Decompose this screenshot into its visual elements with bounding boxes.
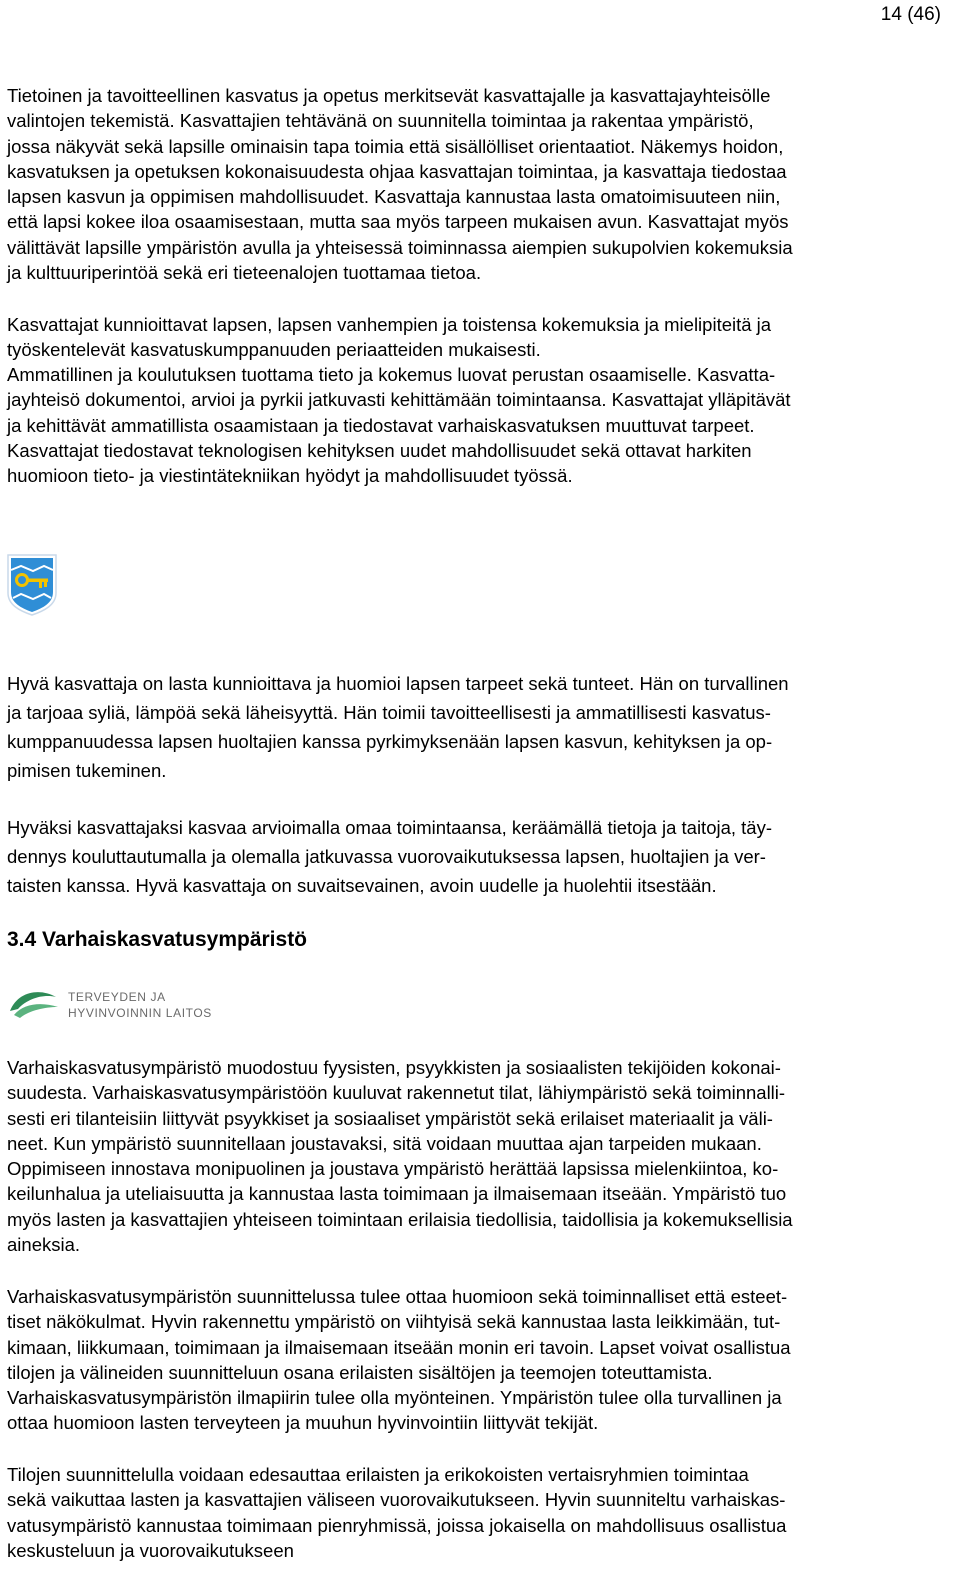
text-line: ja kulttuuriperintöä sekä eri tieteenalojen tuottamaa tietoa. bbox=[7, 262, 482, 284]
text-line: että lapsi kokee iloa osaamisestaan, mutta saa myös tarpeen mukaisen avun. Kasvattajat myös bbox=[7, 211, 789, 233]
text-line: lapsen kasvun ja oppimisen mahdollisuudet. Kasvattaja kannustaa lasta omatoimisuuteen niin, bbox=[7, 186, 781, 208]
text-line: vatusympäristö kannustaa toimimaan pienryhmissä, joissa jokaisella on mahdollisuus osallistua bbox=[7, 1514, 787, 1536]
text-line: kimaan, liikkumaan, toimimaan ja ilmaisemaan itseään monin eri tavoin. Lapset voivat osallistua bbox=[7, 1336, 791, 1358]
text-line: tiset näkökulmat. Hyvin rakennettu ympäristö on viihtyisä sekä kannustaa lasta leikkimään, tut- bbox=[7, 1311, 781, 1333]
text-line: ja kehittävät ammatillista osaamistaan ja tiedostavat varhaiskasvatuksen muuttuvat tarpeet. bbox=[7, 414, 755, 436]
text-line: taisten kanssa. Hyvä kasvattaja on suvaitsevainen, avoin uudelle ja huolehtii itsestään. bbox=[7, 875, 717, 896]
paragraph-8 bbox=[7, 1462, 952, 1563]
text-line: jayhteisö dokumentoi, arvioi ja pyrkii jatkuvasti kehittämään toimintaansa. Kasvattajat ylläpitävät bbox=[7, 389, 791, 411]
text-line: dennys kouluttautumalla ja olemalla jatkuvassa vuorovaikutuksessa lapsen, huoltajien ja ver- bbox=[7, 846, 766, 867]
text-line: Kasvattajat kunnioittavat lapsen, lapsen vanhempien ja toistensa kokemuksia ja mielipiteitä ja bbox=[7, 314, 772, 335]
text-line: sekä vaikuttaa lasten ja kasvattajien väliseen vuorovaikutukseen. Hyvin suunniteltu varhaiskas- bbox=[7, 1489, 786, 1511]
text-line: ja tarjoaa syliä, lämpöä sekä läheisyyttä. Hän toimii tavoitteellisesti ja ammatillisesti kasvatus- bbox=[7, 702, 771, 723]
text-line: Varhaiskasvatusympäristön suunnittelussa tulee ottaa huomioon sekä toiminnalliset että esteet- bbox=[7, 1286, 788, 1307]
text-line: Hyväksi kasvattajaksi kasvaa arvioimalla omaa toimintaansa, keräämällä tietoja ja taitoja, täy- bbox=[7, 817, 773, 838]
text-line: jossa näkyvät sekä lapsille ominaisin tapa toimia että sisällölliset orientaatiot. Näkemys hoidon, bbox=[7, 135, 784, 157]
text-line: Varhaiskasvatusympäristö muodostuu fyysisten, psyykkisten ja sosiaalisten tekijöiden kokonai- bbox=[7, 1057, 781, 1078]
text-line: pimisen tukeminen. bbox=[7, 760, 167, 781]
text-line: työskentelevät kasvatuskumppanuuden periaatteiden mukaisesti. bbox=[7, 339, 541, 361]
text-line: kumppanuudessa lapsen huoltajien kanssa pyrkimyksenään lapsen kasvun, kehityksen ja op- bbox=[7, 731, 773, 752]
text-line: sesti eri tilanteisiin liittyvät psyykkiset ja sosiaaliset ympäristöt sekä erilaiset materiaalit ja väli- bbox=[7, 1107, 773, 1129]
text-line: valintojen tekemistä. Kasvattajien tehtävänä on suunnitella toimintaa ja rakentaa ympäristö, bbox=[7, 110, 754, 132]
text-line: ottaa huomioon lasten terveyteen ja muuhun hyvinvointiin liittyvät tekijät. bbox=[7, 1412, 599, 1434]
text-line: huomioon tieto- ja viestintätekniikan hyödyt ja mahdollisuudet työssä. bbox=[7, 465, 573, 487]
paragraph-6 bbox=[7, 1055, 952, 1257]
text-line: Ammatillinen ja koulutuksen tuottama tieto ja kokemus luovat perustan osaamiselle. Kasvatta- bbox=[7, 364, 776, 385]
text-line: Tilojen suunnittelulla voidaan edesauttaa erilaisten ja erikokoisten vertaisryhmien toimintaa bbox=[7, 1464, 749, 1485]
text-line: kasvatuksen ja opetuksen kokonaisuudesta ohjaa kasvattajan toimintaa, ja kasvattaja tiedostaa bbox=[7, 160, 787, 182]
text-line: neet. Kun ympäristö suunnitellaan joustavaksi, sitä voidaan muuttaa ajan tarpeiden mukaan. bbox=[7, 1132, 762, 1154]
text-line: tilojen ja välineiden suunnitteluun osana erilaisten sisältöjen ja teemojen toteuttamista. bbox=[7, 1361, 713, 1383]
section-heading: 3.4 Varhaiskasvatusympäristö bbox=[7, 928, 308, 951]
text-line: Oppimiseen innostava monipuolinen ja joustava ympäristö herättää lapsissa mielenkiintoa, ko- bbox=[7, 1158, 779, 1180]
paragraph-4 bbox=[7, 669, 952, 785]
page-number: 14 (46) bbox=[880, 4, 941, 25]
text-line: Kasvattajat tiedostavat teknologisen kehityksen uudet mahdollisuudet sekä ottavat harkiten bbox=[7, 439, 752, 461]
thl-logo-line-2: HYVINVOINNIN LAITOS bbox=[68, 1006, 212, 1020]
text-line: suudesta. Varhaiskasvatusympäristöön kuuluvat rakennetut tilat, lähiympäristö sekä toiminnalli- bbox=[7, 1082, 786, 1104]
paragraph-2 bbox=[7, 312, 952, 363]
text-line: Tietoinen ja tavoitteellinen kasvatus ja opetus merkitsevät kasvattajalle ja kasvattajayhteisölle bbox=[7, 85, 771, 106]
text-line: myös lasten ja kasvattajien yhteiseen toimintaan erilaisia tiedollisia, taidollisia ja kokemuksellisia bbox=[7, 1208, 793, 1230]
paragraph-5 bbox=[7, 813, 952, 900]
thl-logo bbox=[6, 985, 246, 1025]
text-line: Hyvä kasvattaja on lasta kunnioittava ja huomioi lapsen tarpeet sekä tunteet. Hän on turvallinen bbox=[7, 673, 789, 694]
text-line: Varhaiskasvatusympäristön ilmapiirin tulee olla myönteinen. Ympäristön tulee olla turvallinen ja bbox=[7, 1387, 782, 1409]
municipal-crest-icon bbox=[6, 553, 58, 617]
text-line: aineksia. bbox=[7, 1234, 81, 1256]
paragraph-1 bbox=[7, 83, 952, 285]
text-line: keilunhalua ja uteliaisuutta ja kannustaa lasta toimimaan ja ilmaisemaan itseään. Ympäristö tuo bbox=[7, 1183, 787, 1205]
text-line: keskusteluun ja vuorovaikutukseen bbox=[7, 1539, 294, 1561]
text-line: välittävät lapsille ympäristön avulla ja yhteisessä toiminnassa aiempien sukupolvien kokemuksia bbox=[7, 236, 793, 258]
paragraph-3 bbox=[7, 362, 952, 488]
thl-logo-line-1: TERVEYDEN JA bbox=[68, 990, 166, 1004]
paragraph-7 bbox=[7, 1284, 952, 1436]
